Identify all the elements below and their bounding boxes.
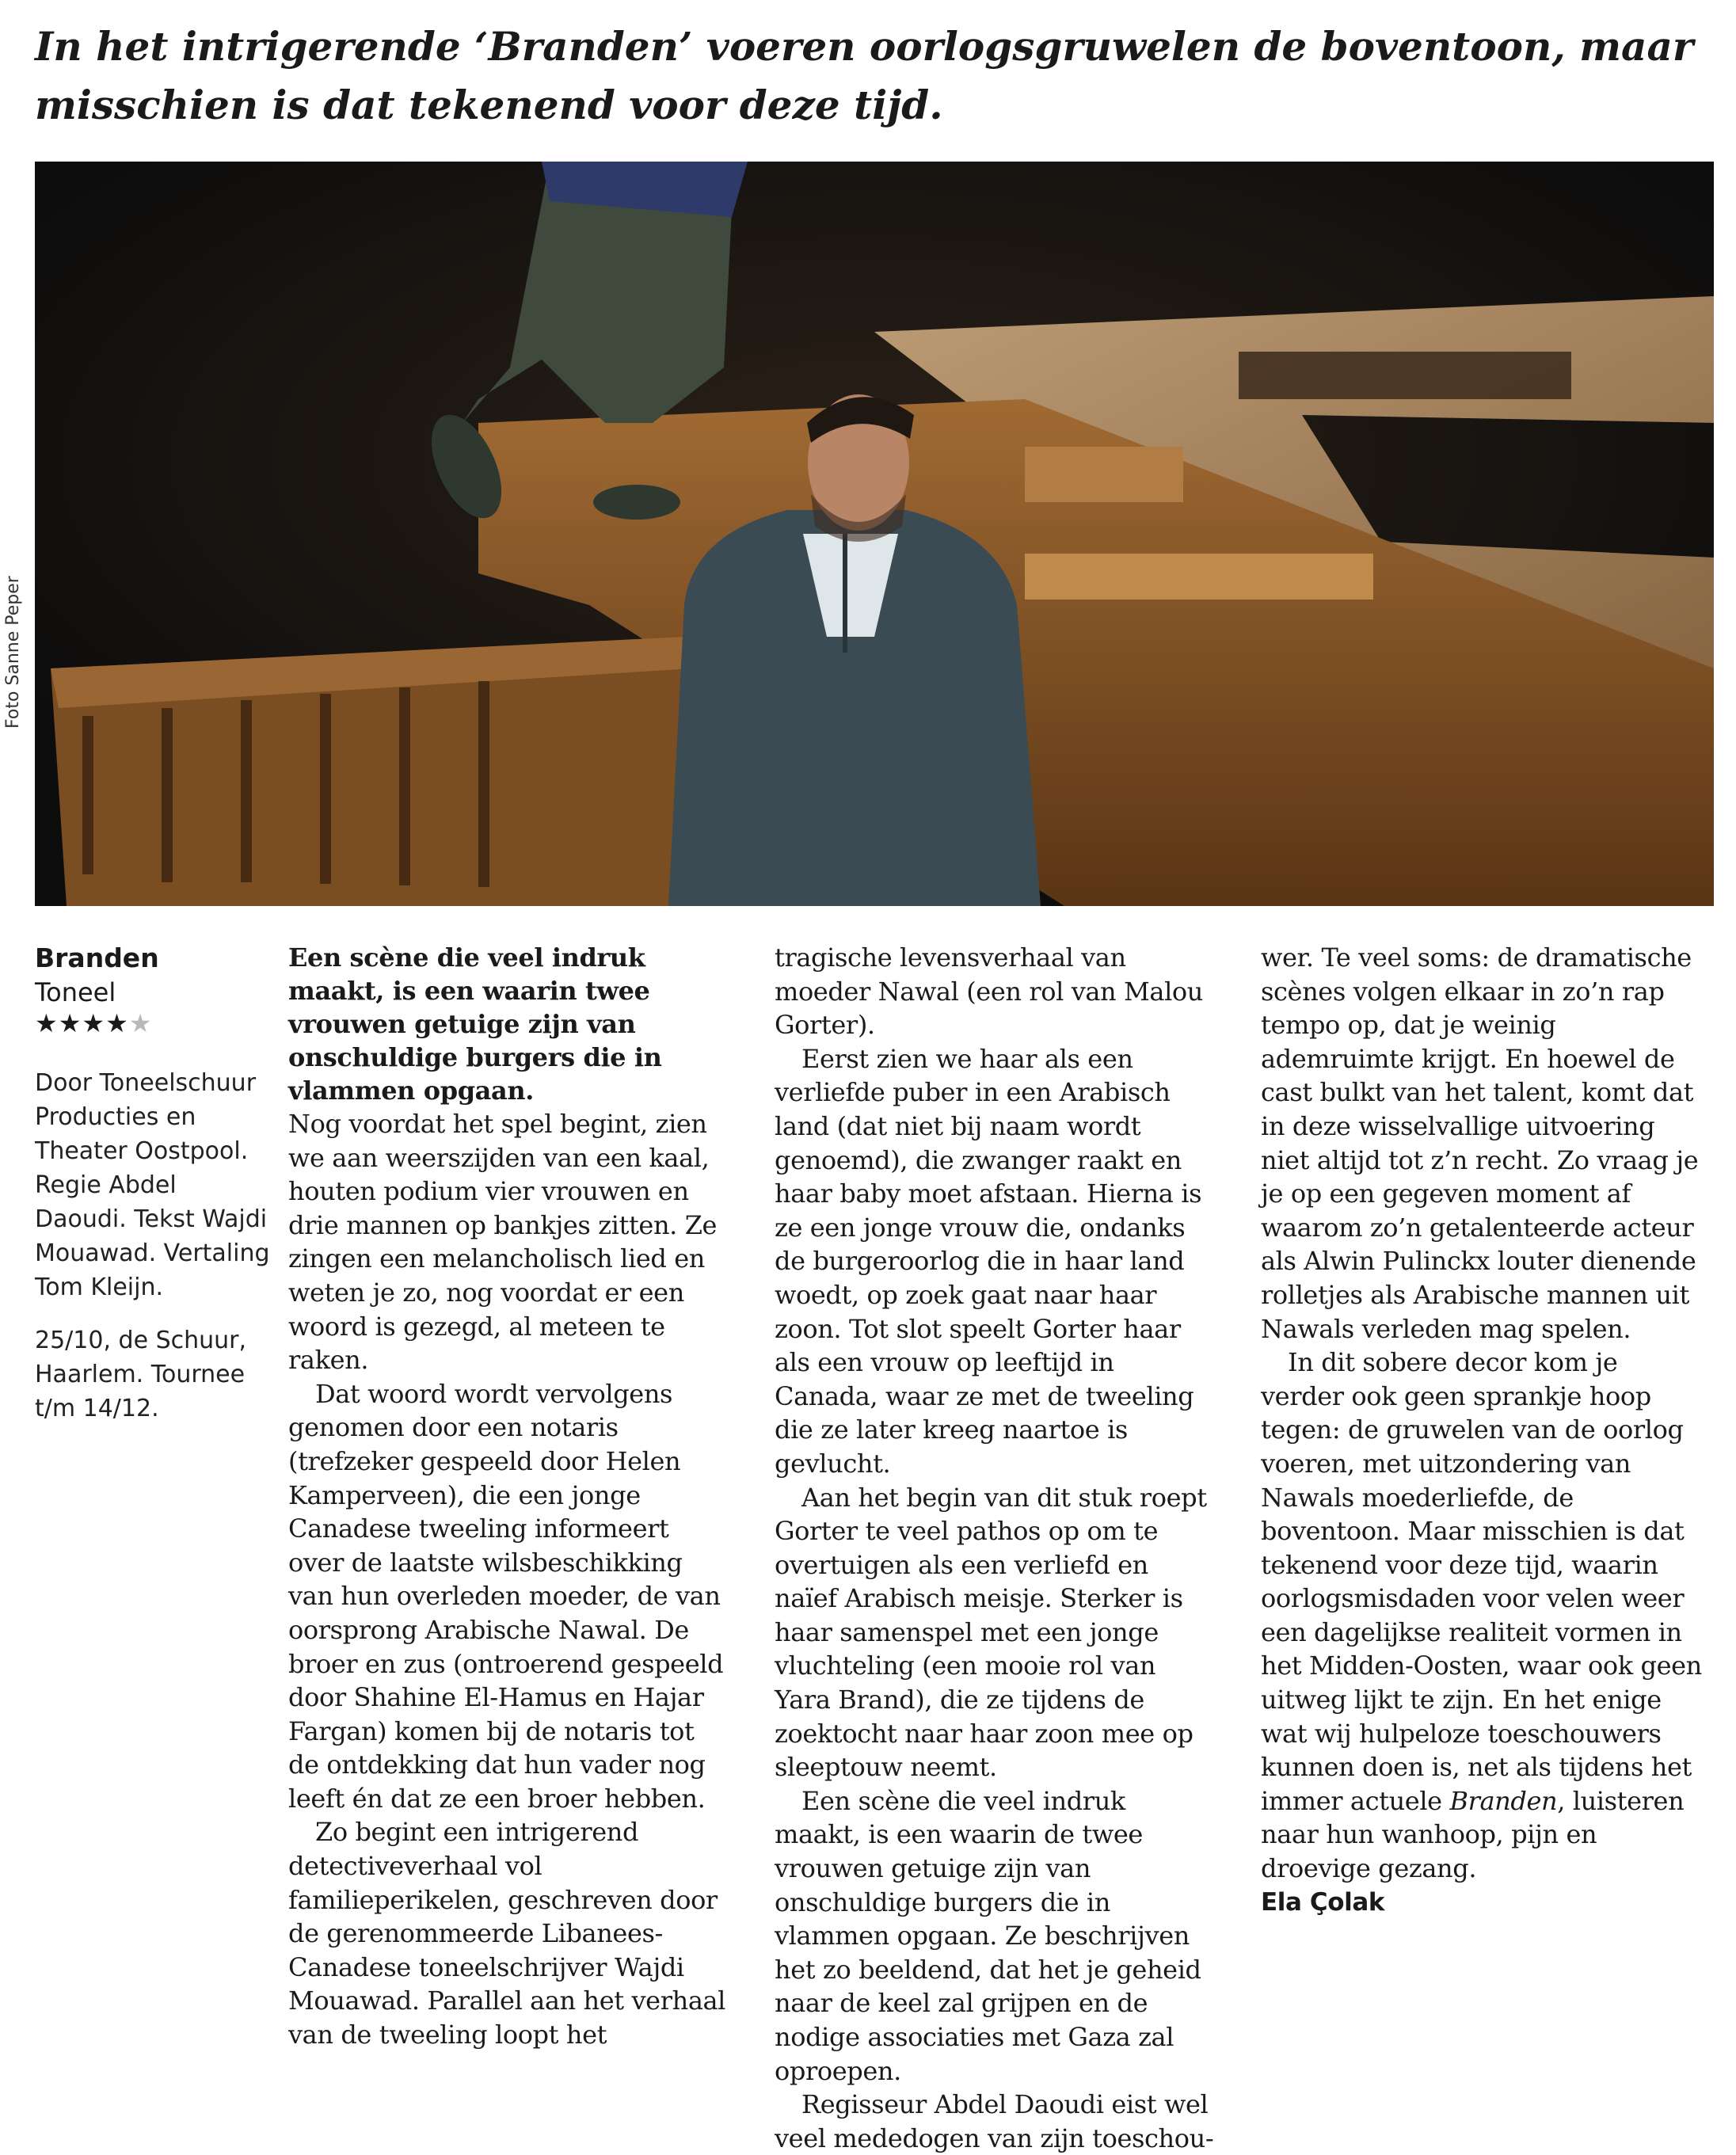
photo-credit: Foto Sanne Peper: [3, 576, 23, 729]
performance-dates: 25/10, de Schuur, Haarlem. Tournee t/m 14/12.: [35, 1327, 247, 1422]
paragraph: Eerst zien we haar als een verliefde puber in een Arabisch land (dat niet bij naam wordt genoemd), die zwanger raakt en haar baby moet afstaan. Hierna is ze een jonge vrouw die, ondanks de burgeroorlog die in haar land woedt, op zoek gaat naar haar zoon. Tot slot speelt Gorter haar als een vrouw op leeftijd in Canada, waar ze met de tweeling die ze later kreeg naartoe is gevlucht.: [775, 1043, 1202, 1479]
paragraph: Regisseur Abdel Daoudi eist wel veel mededogen van zijn toeschou-: [775, 2089, 1214, 2153]
paragraph: [1261, 1346, 1704, 1886]
paragraph: Nog voordat het spel begint, zien we aan weerszijden van een kaal, houten podium vier vrouwen en drie mannen op bankjes zitten. Ze zingen een melancholisch lied en weten je zo, nog voordat er een woord is gezegd, al meteen te raken.: [288, 1109, 718, 1376]
headline: [35, 17, 1698, 135]
stage-photo: [35, 162, 1714, 906]
paragraph: Dat woord wordt vervolgens genomen door een notaris (trefzeker gespeeld door Helen Kamperveen), die een jonge Canadese tweeling informeert over de laatste wilsbeschikking van hun overleden moeder, de van oorsprong Arabische Nawal. De broer en zus (ontroerend gespeeld door Shahine El-Hamus en Hajar Fargan) komen bij de notaris tot de ontdekking dat hun vader nog leeft én dat ze een broer hebben.: [288, 1378, 724, 1814]
review-info-box: [35, 941, 272, 1426]
headline-part3: , maar misschien is dat tekenend voor deze tijd.: [35, 23, 1694, 128]
pull-quote: Een scène die veel indruk maakt, is een waarin twee vrouwen getuige zijn van onschuldige burgers die in vlammen opgaan.: [288, 942, 662, 1106]
article-column-1: [288, 941, 732, 2052]
star-icon-filled: ★★★★: [35, 1008, 129, 1038]
paragraph: Aan het begin van dit stuk roept Gorter te veel pathos op om te overtuigen als een verliefd en naïef Arabisch meisje. Sterker is haar samenspel met een jonge vluchteling (een mooie rol van Yara Brand), die ze tijdens de zoektocht naar haar zoon mee op sleeptouw neemt.: [775, 1482, 1207, 1783]
paragraph-text: In dit sobere decor kom je verder ook geen sprankje hoop tegen: de gruwelen van de oorlog voeren, met uitzondering van Nawals moederliefde, de boventoon. Maar misschien is dat tekenend voor deze tijd, waarin oorlogsmisdaden voor velen weer een dagelijkse realiteit vormen in het Midden-Oosten, waar ook geen uitweg lijkt te zijn. En het enige wat wij hulpeloze toeschouwers kunnen doen is, net als tijdens het immer actuele: [1261, 1347, 1702, 1816]
paragraph: Een scène die veel indruk maakt, is een waarin de twee vrouwen getuige zijn van onschuldige burgers die in vlammen opgaan. Ze beschrijven het zo beeldend, dat het je geheid naar de keel zal grijpen en de nodige associaties met Gaza zal oproepen.: [775, 1785, 1201, 2086]
article-column-2: [775, 941, 1218, 2155]
review-genre: Toneel: [35, 977, 116, 1007]
review-title: Branden: [35, 942, 159, 973]
headline-part1: In het intrigerende ‘Branden’: [35, 23, 706, 70]
headline-bold: voeren oorlogsgruwelen de boventoon: [706, 23, 1552, 70]
article-column-3: [1261, 941, 1704, 1919]
paragraph: Zo begint een intrigerend detectiveverhaal vol familieperikelen, geschreven door de gerenommeerde Libanees-Canadese toneelschrijver Wajdi Mouawad. Parallel aan het verhaal van de tweeling loopt het: [288, 1817, 726, 2050]
paragraph: tragische levensverhaal van moeder Nawal (een rol van Malou Gorter).: [775, 942, 1203, 1041]
stage-photo-illustration: [35, 162, 1714, 906]
play-title: Branden: [1449, 1785, 1558, 1816]
author-byline: Ela Çolak: [1261, 1887, 1385, 1917]
star-rating: [35, 1009, 272, 1038]
production-credits: Door Toneelschuur Producties en Theater Oostpool. Regie Abdel Daoudi. Tekst Wajdi Mouawad. Vertaling Tom Kleijn.: [35, 1069, 270, 1301]
paragraph-text: , luisteren naar hun wanhoop, pijn en droevige gezang.: [1261, 1785, 1685, 1884]
paragraph: wer. Te veel soms: de dramatische scènes volgen elkaar in zo’n rap tempo op, dat je weinig ademruimte krijgt. En hoewel de cast bulkt van het talent, komt dat in deze wisselvallige uitvoering niet altijd tot z’n recht. Zo vraag je je op een gegeven moment af waarom zo’n getalenteerde acteur als Alwin Pulinckx louter dienende rolletjes als Arabische mannen uit Nawals verleden mag spelen.: [1261, 942, 1699, 1344]
star-icon-empty: ★: [128, 1008, 153, 1038]
